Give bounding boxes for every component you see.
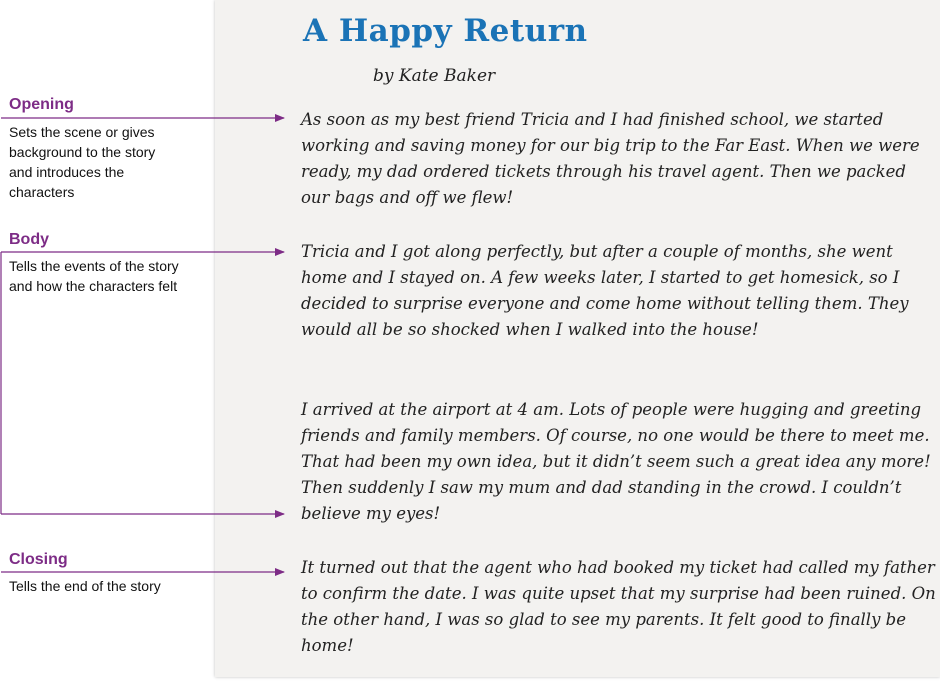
paragraph-closing: It turned out that the agent who had booked my ticket had called my father to confirm the date. I was quite upset that my surprise had been ruined. On the other hand, I was so glad to see my parents. It felt good to finally be home! [301,558,936,655]
structure-annotations [0,0,290,683]
paragraph-body-2: I arrived at the airport at 4 am. Lots of people were hugging and greeting friends and family members. Of course, no one would be there to meet me. That had been my own idea, but it didn’t seem such a great idea any more! Then suddenly I saw my mum and dad standing in the crowd. I couldn’t believe my eyes! [301,400,931,523]
body-description: Tells the events of the story and how the characters felt [9,258,179,294]
story-page [215,0,940,677]
opening-description: Sets the scene or gives background to the story and introduces the characters [9,124,156,200]
closing-description: Tells the end of the story [9,578,161,594]
story-byline: by Kate Baker [373,66,496,86]
paragraph-opening: As soon as my best friend Tricia and I had finished school, we started working and saving money for our big trip to the Far East. When we were ready, my dad ordered tickets through his travel agent. Then we packed our bags and off we flew! [301,110,920,207]
story-title: A Happy Return [303,13,588,49]
opening-heading: Opening [9,96,74,113]
paragraph-body-1: Tricia and I got along perfectly, but after a couple of months, she went home and I stayed on. A few weeks later, I started to get homesick, so I decided to surprise everyone and come home without telling them. They would all be so shocked when I walked into the house! [301,242,909,339]
body-heading: Body [9,231,49,248]
closing-heading: Closing [9,551,68,568]
